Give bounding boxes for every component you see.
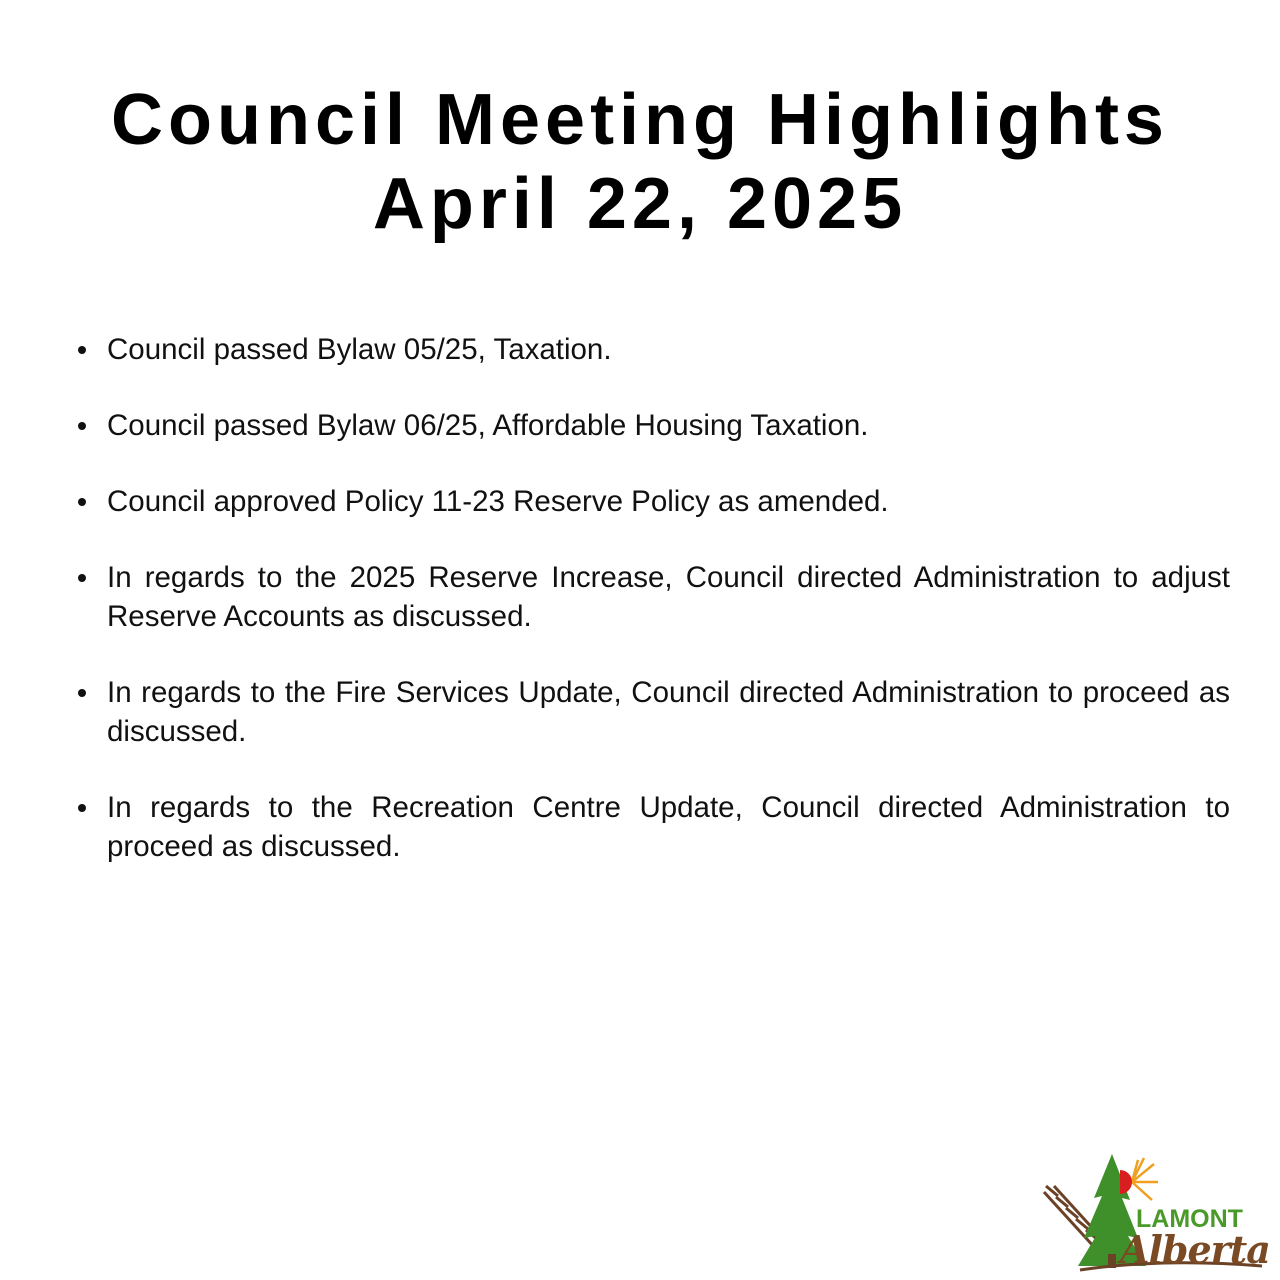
logo-text-lamont: LAMONT <box>1136 1205 1243 1233</box>
highlight-item: Council passed Bylaw 05/25, Taxation. <box>74 330 1230 369</box>
page-title <box>0 78 1280 246</box>
highlights-list <box>74 330 1230 903</box>
highlight-item: In regards to the 2025 Reserve Increase, Council directed Administration to adjust Reserve Accounts as discussed. <box>74 558 1230 636</box>
highlight-item: In regards to the Fire Services Update, Council directed Administration to proceed as discussed. <box>74 673 1230 751</box>
lamont-alberta-logo <box>1040 1150 1270 1274</box>
title-line-1: Council Meeting Highlights <box>111 80 1169 160</box>
highlight-item: Council approved Policy 11-23 Reserve Policy as amended. <box>74 482 1230 521</box>
highlight-item: Council passed Bylaw 06/25, Affordable Housing Taxation. <box>74 406 1230 445</box>
logo-text-alberta: Alberta <box>1120 1227 1270 1272</box>
highlight-item: In regards to the Recreation Centre Update, Council directed Administration to proceed as discussed. <box>74 788 1230 866</box>
title-date: April 22, 2025 <box>372 164 908 244</box>
